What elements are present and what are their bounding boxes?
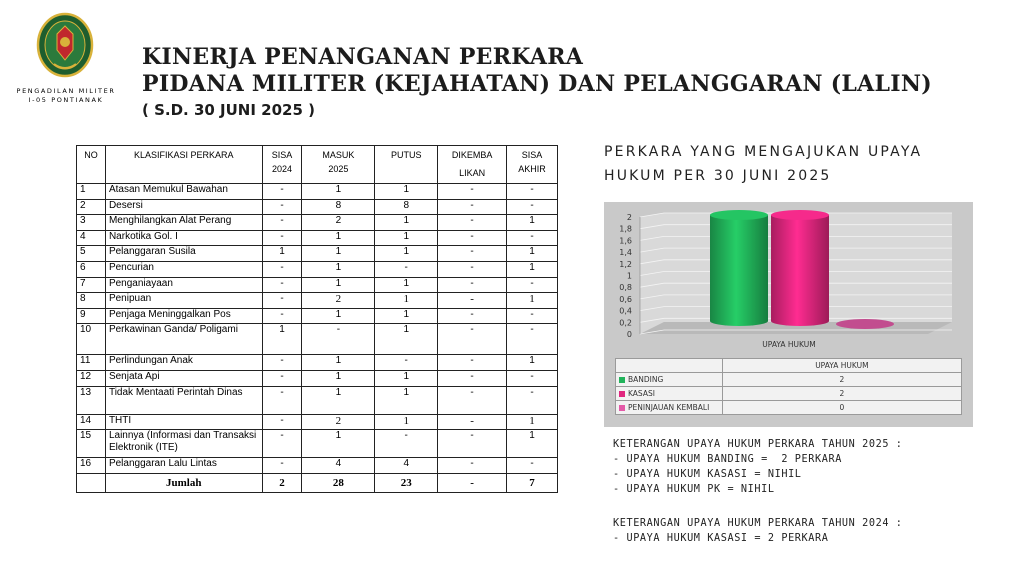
row-klasifikasi: THTI xyxy=(105,414,262,430)
row-sisa-akhir: 1 xyxy=(507,261,558,277)
row-no: 7 xyxy=(77,277,106,293)
row-putus: 1 xyxy=(375,184,438,200)
row-sisa-akhir: - xyxy=(507,458,558,474)
table-header-row xyxy=(77,146,558,184)
page-title-line2: PIDANA MILITER (KEJAHATAN) DAN PELANGGARAN (LALIN) xyxy=(142,71,933,97)
row-no: 9 xyxy=(77,308,106,324)
header-sisa-2024: SISA 2024 xyxy=(262,146,302,184)
row-dikembalikan: - xyxy=(438,293,507,309)
row-sisa-akhir: 1 xyxy=(507,246,558,262)
row-masuk-2025: 1 xyxy=(302,246,375,262)
row-putus: 1 xyxy=(375,370,438,386)
row-no: 11 xyxy=(77,355,106,371)
chart-data-table xyxy=(615,358,962,415)
header-masuk-2025: MASUK 2025 xyxy=(302,146,375,184)
total-label: Jumlah xyxy=(105,473,262,492)
notes xyxy=(613,437,903,546)
row-sisa-akhir: 1 xyxy=(507,215,558,231)
chart-y-tick-label: 0,8 xyxy=(619,283,632,293)
row-no: 5 xyxy=(77,246,106,262)
chart-bar-top xyxy=(710,210,768,220)
row-masuk-2025: 1 xyxy=(302,430,375,458)
table-total-row xyxy=(77,473,558,492)
row-sisa-akhir: - xyxy=(507,308,558,324)
table-row xyxy=(77,414,558,430)
table-row xyxy=(77,308,558,324)
total-sisa-akhir: 7 xyxy=(507,473,558,492)
row-sisa-2024: 1 xyxy=(262,246,302,262)
row-no: 6 xyxy=(77,261,106,277)
row-putus: - xyxy=(375,430,438,458)
header-putus: PUTUS xyxy=(375,146,438,184)
row-dikembalikan: - xyxy=(438,386,507,414)
row-no: 10 xyxy=(77,324,106,355)
chart-bar-zero xyxy=(836,319,894,329)
table-row xyxy=(77,293,558,309)
chart-bar xyxy=(771,215,829,326)
row-no: 15 xyxy=(77,430,106,458)
header-dikembalikan: DIKEMBA LIKAN xyxy=(438,146,507,184)
legend-label: BANDING xyxy=(628,375,664,384)
chart-y-tick-label: 0,6 xyxy=(619,294,632,304)
case-table xyxy=(76,145,558,493)
row-sisa-2024: - xyxy=(262,355,302,371)
chart-data-table-header xyxy=(616,359,962,373)
row-masuk-2025: 2 xyxy=(302,215,375,231)
row-masuk-2025: 1 xyxy=(302,184,375,200)
table-row xyxy=(77,215,558,231)
chart-x-axis-label: UPAYA HUKUM xyxy=(762,340,816,349)
row-sisa-2024: - xyxy=(262,199,302,215)
total-dikembalikan: - xyxy=(438,473,507,492)
row-sisa-akhir: - xyxy=(507,199,558,215)
table-row xyxy=(77,355,558,371)
table-row xyxy=(77,324,558,355)
chart-y-tick-label: 1,2 xyxy=(619,259,632,269)
row-no: 12 xyxy=(77,370,106,386)
row-putus: 1 xyxy=(375,386,438,414)
row-sisa-akhir: 1 xyxy=(507,293,558,309)
row-klasifikasi: Desersi xyxy=(105,199,262,215)
row-no: 3 xyxy=(77,215,106,231)
row-klasifikasi: Pelanggaran Susila xyxy=(105,246,262,262)
row-klasifikasi: Penganiayaan xyxy=(105,277,262,293)
row-no: 4 xyxy=(77,230,106,246)
table-row xyxy=(77,199,558,215)
chart-bar xyxy=(710,215,768,326)
page-title xyxy=(142,44,932,98)
row-putus: 1 xyxy=(375,293,438,309)
row-sisa-akhir: - xyxy=(507,277,558,293)
row-dikembalikan: - xyxy=(438,324,507,355)
row-putus: - xyxy=(375,261,438,277)
legend-label: KASASI xyxy=(628,389,655,398)
chart-data-table-label xyxy=(616,387,723,401)
row-no: 16 xyxy=(77,458,106,474)
appeal-heading xyxy=(604,140,922,188)
table-row xyxy=(77,277,558,293)
table-row xyxy=(77,386,558,414)
chart-y-tick-label: 0 xyxy=(626,330,632,339)
table-row xyxy=(77,458,558,474)
row-klasifikasi: Pencurian xyxy=(105,261,262,277)
row-masuk-2025: 1 xyxy=(302,277,375,293)
row-dikembalikan: - xyxy=(438,370,507,386)
row-masuk-2025: 8 xyxy=(302,199,375,215)
chart-y-tick-label: 0,2 xyxy=(619,318,632,328)
table-row xyxy=(77,430,558,458)
row-klasifikasi: Pelanggaran Lalu Lintas xyxy=(105,458,262,474)
row-masuk-2025: 2 xyxy=(302,293,375,309)
row-sisa-2024: - xyxy=(262,370,302,386)
chart-bar-top xyxy=(771,210,829,220)
row-sisa-2024: 1 xyxy=(262,324,302,355)
chart-data-table-row xyxy=(616,373,962,387)
row-sisa-2024: - xyxy=(262,261,302,277)
logo-caption xyxy=(14,87,118,105)
chart-y-tick-label: 2 xyxy=(626,213,632,222)
row-klasifikasi: Narkotika Gol. I xyxy=(105,230,262,246)
chart-data-table-value: 2 xyxy=(722,387,961,401)
row-sisa-2024: - xyxy=(262,184,302,200)
notes-2024-line1: - UPAYA HUKUM KASASI = 2 PERKARA xyxy=(613,533,829,544)
row-dikembalikan: - xyxy=(438,414,507,430)
row-masuk-2025: 1 xyxy=(302,355,375,371)
row-sisa-2024: - xyxy=(262,386,302,414)
row-klasifikasi: Senjata Api xyxy=(105,370,262,386)
chart-y-tick-label: 1 xyxy=(626,271,632,281)
row-klasifikasi: Perkawinan Ganda/ Poligami xyxy=(105,324,262,355)
row-klasifikasi: Penipuan xyxy=(105,293,262,309)
chart-y-tick-label: 1,4 xyxy=(619,248,632,258)
row-masuk-2025: 1 xyxy=(302,308,375,324)
row-dikembalikan: - xyxy=(438,184,507,200)
notes-2025-title: KETERANGAN UPAYA HUKUM PERKARA TAHUN 2025 : xyxy=(613,439,903,450)
page-subtitle: ( S.D. 30 JUNI 2025 ) xyxy=(142,101,315,119)
row-sisa-2024: - xyxy=(262,430,302,458)
row-klasifikasi: Tidak Mentaati Perintah Dinas xyxy=(105,386,262,414)
row-sisa-akhir: - xyxy=(507,370,558,386)
row-sisa-akhir: - xyxy=(507,184,558,200)
row-sisa-akhir: - xyxy=(507,230,558,246)
row-dikembalikan: - xyxy=(438,261,507,277)
notes-2024-title: KETERANGAN UPAYA HUKUM PERKARA TAHUN 2024 : xyxy=(613,518,903,529)
row-sisa-2024: - xyxy=(262,293,302,309)
chart-y-tick-label: 1,6 xyxy=(619,236,632,246)
row-no: 14 xyxy=(77,414,106,430)
table-row xyxy=(77,370,558,386)
row-masuk-2025: 4 xyxy=(302,458,375,474)
logo-caption-line2: I-05 PONTIANAK xyxy=(28,96,104,104)
row-no: 8 xyxy=(77,293,106,309)
row-dikembalikan: - xyxy=(438,215,507,231)
row-dikembalikan: - xyxy=(438,355,507,371)
row-dikembalikan: - xyxy=(438,277,507,293)
table-row xyxy=(77,184,558,200)
legend-label: PENINJAUAN KEMBALI xyxy=(628,403,710,412)
row-sisa-2024: - xyxy=(262,308,302,324)
chart-y-tick-label: 1,8 xyxy=(619,224,632,234)
row-klasifikasi: Atasan Memukul Bawahan xyxy=(105,184,262,200)
row-putus: 1 xyxy=(375,277,438,293)
row-klasifikasi: Menghilangkan Alat Perang xyxy=(105,215,262,231)
header-no: NO xyxy=(77,146,106,184)
row-putus: - xyxy=(375,355,438,371)
row-putus: 4 xyxy=(375,458,438,474)
row-klasifikasi: Perlindungan Anak xyxy=(105,355,262,371)
row-sisa-2024: - xyxy=(262,230,302,246)
row-putus: 1 xyxy=(375,324,438,355)
appeal-heading-line1: PERKARA YANG MENGAJUKAN UPAYA xyxy=(604,144,923,160)
row-masuk-2025: 2 xyxy=(302,414,375,430)
header-klasifikasi: KLASIFIKASI PERKARA xyxy=(105,146,262,184)
notes-2025-line1: - UPAYA HUKUM BANDING = 2 PERKARA xyxy=(613,454,842,465)
legend-swatch xyxy=(619,377,625,383)
table-row xyxy=(77,230,558,246)
row-no: 13 xyxy=(77,386,106,414)
row-no: 1 xyxy=(77,184,106,200)
logo-caption-line1: PENGADILAN MILITER xyxy=(16,87,116,95)
row-sisa-2024: - xyxy=(262,215,302,231)
row-sisa-akhir: - xyxy=(507,324,558,355)
row-putus: 1 xyxy=(375,308,438,324)
notes-2025-line3: - UPAYA HUKUM PK = NIHIL xyxy=(613,484,775,495)
row-dikembalikan: - xyxy=(438,230,507,246)
total-sisa: 2 xyxy=(262,473,302,492)
legend-swatch xyxy=(619,405,625,411)
row-dikembalikan: - xyxy=(438,308,507,324)
chart-data-table-value: 2 xyxy=(722,373,961,387)
chart-data-table-label xyxy=(616,373,723,387)
row-masuk-2025: - xyxy=(302,324,375,355)
row-sisa-akhir: 1 xyxy=(507,414,558,430)
row-no: 2 xyxy=(77,199,106,215)
row-sisa-akhir: 1 xyxy=(507,430,558,458)
row-sisa-2024: - xyxy=(262,458,302,474)
legend-swatch xyxy=(619,391,625,397)
chart-data-table-value: 0 xyxy=(722,401,961,415)
appeal-heading-line2: HUKUM PER 30 JUNI 2025 xyxy=(604,168,832,184)
row-dikembalikan: - xyxy=(438,430,507,458)
row-putus: 1 xyxy=(375,230,438,246)
row-putus: 1 xyxy=(375,414,438,430)
row-dikembalikan: - xyxy=(438,458,507,474)
page-title-line1: KINERJA PENANGANAN PERKARA xyxy=(142,44,584,70)
row-klasifikasi: Penjaga Meninggalkan Pos xyxy=(105,308,262,324)
row-putus: 1 xyxy=(375,246,438,262)
header-sisa-akhir: SISA AKHIR xyxy=(507,146,558,184)
row-dikembalikan: - xyxy=(438,199,507,215)
row-masuk-2025: 1 xyxy=(302,230,375,246)
chart-data-table-row xyxy=(616,387,962,401)
total-putus: 23 xyxy=(375,473,438,492)
row-sisa-2024: - xyxy=(262,414,302,430)
row-putus: 1 xyxy=(375,215,438,231)
notes-2025-line2: - UPAYA HUKUM KASASI = NIHIL xyxy=(613,469,802,480)
row-masuk-2025: 1 xyxy=(302,370,375,386)
row-sisa-akhir: 1 xyxy=(507,355,558,371)
row-dikembalikan: - xyxy=(438,246,507,262)
chart-data-table-title: UPAYA HUKUM xyxy=(722,359,961,373)
total-masuk: 28 xyxy=(302,473,375,492)
chart-data-table-label xyxy=(616,401,723,415)
chart-data-table-row xyxy=(616,401,962,415)
row-sisa-2024: - xyxy=(262,277,302,293)
row-klasifikasi: Lainnya (Informasi dan Transaksi Elektronik (ITE) xyxy=(105,430,262,458)
court-emblem-logo xyxy=(36,12,94,80)
table-row xyxy=(77,261,558,277)
row-putus: 8 xyxy=(375,199,438,215)
chart-y-tick-label: 0,4 xyxy=(619,306,632,316)
row-masuk-2025: 1 xyxy=(302,386,375,414)
row-masuk-2025: 1 xyxy=(302,261,375,277)
row-sisa-akhir: - xyxy=(507,386,558,414)
table-row xyxy=(77,246,558,262)
